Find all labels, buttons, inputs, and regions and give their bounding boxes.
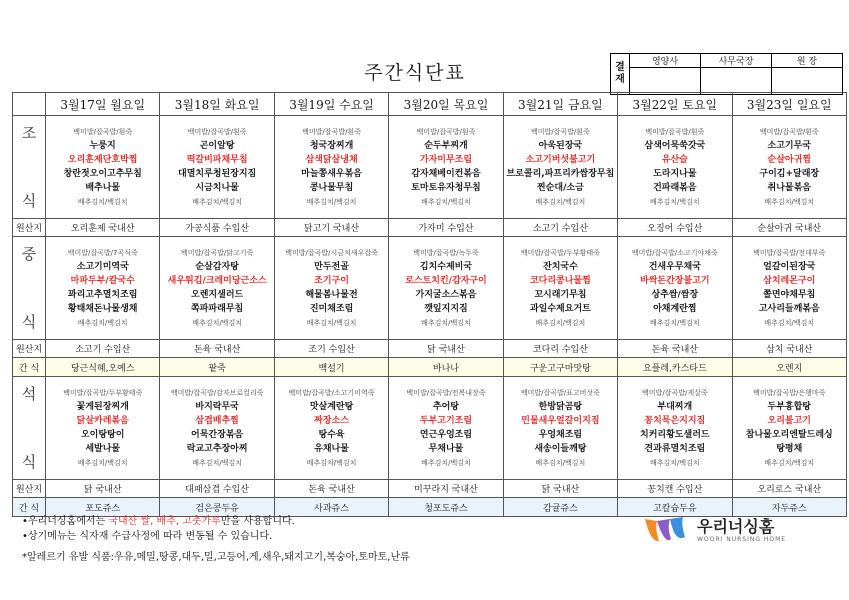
day-header: 3월19일 수요일 — [274, 93, 388, 116]
menu-item: 진미채조림 — [309, 304, 354, 314]
origin-cell: 닭고기 국내산 — [274, 219, 388, 237]
origin-row — [13, 340, 847, 358]
menu-item: 배추김치/백김치 — [306, 319, 357, 327]
brand-logo — [643, 515, 786, 545]
menu-item: 백미밥/잡곡밥/시금치새우잡죽 — [285, 249, 378, 257]
meal-cell — [389, 116, 503, 219]
corner-cell — [13, 93, 46, 116]
menu-item: 배추김치/백김치 — [77, 319, 128, 327]
logo-mark-icon — [643, 515, 687, 545]
snack-cell: 사과쥬스 — [274, 498, 388, 517]
meal-label: 중 식 — [13, 237, 46, 340]
menu-item: 닭살카레볶음 — [76, 416, 129, 426]
menu-item: 오렌지샐러드 — [191, 290, 244, 300]
note-ingredients: •우리너싱홈에서는 국내산 쌀, 배추, 고춧가루만을 사용합니다. — [22, 516, 295, 527]
origin-row — [13, 480, 847, 498]
meal-cell — [618, 377, 732, 480]
menu-item: 백미밥/잡곡밥/은행마죽 — [753, 389, 826, 397]
day-header: 3월17일 월요일 — [46, 93, 160, 116]
brand-subtitle: WOORI NURSING HOME — [697, 535, 787, 543]
snack-cell: 포도쥬스 — [46, 498, 160, 517]
menu-item: 백미밥/잡곡밥/표고버섯죽 — [520, 389, 600, 397]
meal-row — [13, 377, 847, 480]
menu-item: 백미밥/잡곡밥/닭고기죽 — [180, 249, 254, 257]
menu-item: 배추김치/백김치 — [649, 319, 700, 327]
menu-item: 아채계란찜 — [653, 304, 697, 314]
snack-label: 간 식 — [13, 358, 46, 377]
snack-cell: 고칼슘두유 — [618, 498, 732, 517]
approval-sign-box — [701, 68, 772, 95]
origin-cell: 대패삼겹 수입산 — [160, 480, 274, 498]
menu-item: 오이탕탕이 — [80, 430, 125, 440]
origin-cell: 조기 수입산 — [274, 340, 388, 358]
menu-item: 짜장소스 — [314, 416, 349, 426]
meal-cell — [46, 116, 160, 219]
approval-col-dietitian: 영양사 — [630, 54, 701, 68]
snack-cell: 바나나 — [389, 358, 503, 377]
menu-item: 새송이들깨탕 — [534, 444, 587, 454]
origin-cell: 오징어 수입산 — [618, 219, 732, 237]
meal-row — [13, 116, 847, 219]
menu-item: 건새우무채국 — [648, 262, 701, 272]
meal-cell — [160, 237, 274, 340]
notes — [22, 514, 410, 565]
approval-col-director: 원 장 — [772, 54, 843, 68]
menu-item: 잔치국수 — [543, 262, 578, 272]
menu-item: 백미밥/잡곡밥/소고기야채죽 — [631, 249, 718, 257]
snack-cell: 오렌지 — [732, 358, 846, 377]
meal-cell — [618, 116, 732, 219]
origin-cell: 소고기 수입산 — [503, 219, 617, 237]
menu-item: 브로콜리,파프리카쌈장무침 — [506, 169, 615, 179]
menu-item: 과일수제요거트 — [529, 304, 591, 314]
menu-item: 배추김치/백김치 — [421, 319, 471, 327]
origin-cell: 닭 국내산 — [46, 480, 160, 498]
menu-item: 배추김치/백김치 — [421, 459, 471, 467]
meal-cell — [503, 116, 617, 219]
meal-cell — [732, 116, 846, 219]
menu-item: 연근우엉조림 — [419, 430, 473, 440]
menu-item: 코다리콩나물찜 — [529, 276, 591, 286]
menu-item: 대멸치루청된장지짐 — [178, 169, 257, 179]
menu-item: 탕수육 — [318, 430, 345, 440]
menu-item: 청국장찌개 — [309, 141, 354, 151]
menu-item: 삼색어묵쑥갓국 — [644, 141, 706, 151]
origin-label: 원산지 — [13, 480, 46, 498]
menu-item: 치커리황도샐러드 — [640, 430, 710, 440]
menu-item: 민물새우얼갈이지짐 — [521, 416, 600, 426]
menu-item: 백미밥/잡곡밥/두부황태죽 — [63, 389, 143, 397]
approval-sign-box — [630, 68, 701, 95]
snack-cell: 구운고구마맛탕 — [503, 358, 617, 377]
meal-cell — [503, 237, 617, 340]
snack-cell: 검은콩두유 — [160, 498, 274, 517]
menu-item: 소고기버섯불고기 — [525, 155, 596, 165]
menu-item: 백미밥/잡곡밥/전복내장죽 — [406, 389, 486, 397]
meal-cell — [503, 377, 617, 480]
note-change: •상기메뉴는 식자재 수급사정에 따라 변동될 수 있습니다. — [22, 531, 273, 542]
menu-item: 누룽지 — [89, 141, 116, 151]
menu-item: 배추김치/백김치 — [764, 459, 815, 467]
menu-item: 배추김치/백김치 — [77, 198, 128, 206]
menu-item: 한방닭곰탕 — [538, 402, 583, 412]
meal-cell — [389, 377, 503, 480]
menu-item: 시금치나물 — [195, 183, 239, 193]
menu-item: 백미밥/잡곡밥/두부황태죽 — [520, 249, 600, 257]
menu-item: 백미밥/잡곡밥/흰죽 — [645, 128, 705, 136]
menu-item: 백미밥/잡곡밥/게살죽 — [642, 389, 708, 397]
origin-cell: 가공식품 수입산 — [160, 219, 274, 237]
menu-item: 창란젓오이고추무침 — [63, 169, 142, 179]
origin-cell: 돈육 국내산 — [618, 340, 732, 358]
menu-item: 어묵간장볶음 — [191, 430, 244, 440]
meal-cell — [732, 237, 846, 340]
menu-item: 맛살계란탕 — [309, 402, 354, 412]
menu-item: 도라지나물 — [653, 169, 697, 179]
origin-cell: 돈육 국내산 — [160, 340, 274, 358]
menu-item: 배추김치/백김치 — [192, 319, 242, 327]
meal-cell — [618, 237, 732, 340]
menu-item: 락교고추장아찌 — [186, 444, 248, 454]
menu-item: 곤이알탕 — [199, 141, 235, 151]
menu-item: 배추김치/백김치 — [535, 459, 586, 467]
origin-cell: 순살아귀 국내산 — [732, 219, 846, 237]
menu-item: 순살아귀찜 — [767, 155, 811, 165]
menu-item: 추어탕 — [432, 402, 460, 412]
menu-item: 부대찌개 — [657, 402, 693, 412]
menu-item: 견과류멸치조림 — [644, 444, 706, 454]
menu-item: 소고기무국 — [767, 141, 811, 151]
origin-cell: 코다리 수입산 — [503, 340, 617, 358]
menu-item: 삼겹배추찜 — [195, 416, 239, 426]
day-header: 3월22일 토요일 — [618, 93, 732, 116]
note-highlight: 국내산 쌀, 배추, 고춧가루 — [108, 516, 221, 527]
menu-item: 바지락무국 — [195, 402, 239, 412]
menu-item: 백미밥/잡곡밥/소고기미역죽 — [288, 389, 375, 397]
meal-cell — [274, 237, 388, 340]
day-header: 3월23일 일요일 — [732, 93, 846, 116]
origin-label: 원산지 — [13, 340, 46, 358]
menu-item: 쫄면야채무침 — [763, 290, 816, 300]
menu-item: 백미밥/잡곡밥/7곡식죽 — [67, 249, 138, 257]
menu-item: 토마토유자청무침 — [411, 183, 481, 193]
menu-item: 얼갈이된장국 — [763, 262, 816, 272]
menu-item: 꽈리고추멸치조림 — [67, 290, 138, 300]
menu-item: 순두부찌개 — [424, 141, 468, 151]
approval-sign-box — [772, 68, 843, 95]
approval-col-manager: 사무국장 — [701, 54, 772, 68]
brand-name: 우리너싱홈 — [697, 516, 775, 536]
origin-cell: 오리훈제 국내산 — [46, 219, 160, 237]
origin-cell: 돈육 국내산 — [274, 480, 388, 498]
menu-item: 배추김치/백김치 — [649, 459, 700, 467]
day-header: 3월21일 금요일 — [503, 93, 617, 116]
menu-item: 건파래볶음 — [653, 183, 697, 193]
menu-item: 고사리들깨볶음 — [758, 304, 820, 314]
snack-cell: 자두쥬스 — [732, 498, 846, 517]
menu-item: 가자미무조림 — [419, 155, 473, 165]
menu-item: 감자채베이컨볶음 — [411, 169, 481, 179]
menu-item: 꽃게된장찌개 — [76, 402, 129, 412]
origin-cell: 삼치 국내산 — [732, 340, 846, 358]
menu-item: 배추김치/백김치 — [764, 198, 815, 206]
menu-item: 삼색닭살냉채 — [305, 155, 358, 165]
meal-cell — [160, 377, 274, 480]
day-header: 3월18일 화요일 — [160, 93, 274, 116]
menu-item: 소고기미역국 — [76, 262, 129, 272]
menu-item: 마파두부/칼국수 — [70, 276, 135, 286]
menu-item: 두부고기조림 — [419, 416, 473, 426]
snack-row — [13, 358, 847, 377]
menu-item: 배추김치/백김치 — [192, 198, 242, 206]
menu-item: 로스트치킨/감자구이 — [405, 276, 487, 286]
menu-item: 마늘쫑새우볶음 — [301, 169, 362, 179]
menu-item: 바싹돈간장불고기 — [640, 276, 710, 286]
meal-cell — [389, 237, 503, 340]
menu-item: 오리훈제단호박찜 — [67, 155, 138, 165]
menu-item: 콩나물무침 — [309, 183, 354, 193]
origin-label: 원산지 — [13, 219, 46, 237]
snack-cell: 백설기 — [274, 358, 388, 377]
menu-item: 꽁치묵은지지짐 — [644, 416, 706, 426]
origin-cell: 가자미 수입산 — [389, 219, 503, 237]
menu-item: 구이김+달래장 — [759, 169, 820, 179]
snack-cell: 청포도쥬스 — [389, 498, 503, 517]
meal-cell — [732, 377, 846, 480]
snack-label: 간 식 — [13, 498, 46, 517]
menu-item: 깻잎지지짐 — [424, 304, 468, 314]
menu-item: 찐순대/소금 — [537, 183, 584, 193]
day-header-row — [13, 93, 847, 116]
menu-item: 백미밥/잡곡밥/흰죽 — [187, 128, 247, 136]
menu-item: 무채나물 — [428, 444, 464, 454]
meal-cell — [274, 116, 388, 219]
meal-cell — [274, 377, 388, 480]
note-allergy: *알레르기 유발 식품:우유,메밀,땅콩,대두,밀,고등어,게,새우,돼지고기,복숭아,토마토,난류 — [22, 552, 410, 563]
menu-item: 배추김치/백김치 — [192, 459, 242, 467]
meal-cell — [160, 116, 274, 219]
meal-label: 석 식 — [13, 377, 46, 480]
origin-cell: 꽁치캔 수입산 — [618, 480, 732, 498]
menu-item: 배추김치/백김치 — [77, 459, 128, 467]
menu-item: 오리불고기 — [767, 416, 811, 426]
menu-item: 백미밥/잡곡밥/감자브로컬리죽 — [170, 389, 264, 397]
snack-cell: 팥죽 — [160, 358, 274, 377]
menu-item: 상추쌈/쌈장 — [651, 290, 699, 300]
menu-item: 김치수제비국 — [419, 262, 473, 272]
approval-box — [610, 53, 843, 95]
menu-item: 백미밥/잡곡밥/녹두죽 — [413, 249, 479, 257]
menu-item: 만두전골 — [314, 262, 349, 272]
menu-item: 순살감자탕 — [195, 262, 239, 272]
menu-item: 삼치레몬구이 — [763, 276, 816, 286]
menu-item: 배추김치/백김치 — [306, 459, 357, 467]
menu-item: 취나물볶음 — [767, 183, 811, 193]
menu-item: 황태채돈나물생채 — [67, 304, 138, 314]
menu-item: 가지굴소스볶음 — [415, 290, 477, 300]
menu-item: 해물봄나물전 — [305, 290, 358, 300]
menu-item: 조기구이 — [314, 276, 349, 286]
menu-item: 탕평채 — [776, 444, 803, 454]
menu-item: 떡갈비파채무침 — [186, 155, 248, 165]
day-header: 3월20일 목요일 — [389, 93, 503, 116]
menu-item: 새우튀김/크레미당근소스 — [167, 276, 267, 286]
origin-cell: 닭 국내산 — [389, 340, 503, 358]
menu-item: 백미밥/잡곡밥/흰죽 — [530, 128, 590, 136]
origin-cell: 닭 국내산 — [503, 480, 617, 498]
menu-item: 유채나물 — [314, 444, 349, 454]
menu-item: 배추김치/백김치 — [535, 319, 586, 327]
menu-item: 세발나물 — [85, 444, 121, 454]
menu-item: 참나물오리엔탈드레싱 — [745, 430, 833, 440]
origin-row — [13, 219, 847, 237]
page-title: 주간식단표 — [364, 62, 466, 84]
origin-cell: 소고기 수입산 — [46, 340, 160, 358]
snack-cell: 요플레,카스타드 — [618, 358, 732, 377]
menu-item: 우엉채조림 — [538, 430, 583, 440]
meal-label: 조 식 — [13, 116, 46, 219]
menu-item: 배추김치/백김치 — [306, 198, 357, 206]
origin-cell: 오리로스 국내산 — [732, 480, 846, 498]
origin-cell: 미꾸라지 국내산 — [389, 480, 503, 498]
menu-item: 두부홍합탕 — [767, 402, 811, 412]
menu-item: 배추김치/백김치 — [764, 319, 815, 327]
menu-item: 백미밥/잡곡밥/흰죽 — [73, 128, 133, 136]
snack-cell: 당근식혜,오예스 — [46, 358, 160, 377]
menu-item: 유산슬 — [661, 155, 688, 165]
menu-item: 백미밥/잡곡밥/전대부죽 — [753, 249, 826, 257]
snack-cell: 감귤쥬스 — [503, 498, 617, 517]
menu-item: 배추나물 — [85, 183, 121, 193]
menu-item: 배추김치/백김치 — [535, 198, 586, 206]
meal-cell — [46, 377, 160, 480]
approval-label: 결재 — [611, 54, 630, 95]
menu-item: 배추김치/백김치 — [421, 198, 471, 206]
weekly-menu-table — [12, 92, 847, 517]
menu-item: 배추김치/백김치 — [649, 198, 700, 206]
menu-item: 꼬시래기무침 — [534, 290, 587, 300]
menu-item: 아욱된장국 — [538, 141, 583, 151]
menu-item: 백미밥/잡곡밥/흰죽 — [759, 128, 819, 136]
menu-item: 백미밥/잡곡밥/흰죽 — [302, 128, 361, 136]
menu-item: 쪽파파래무침 — [191, 304, 244, 314]
meal-cell — [46, 237, 160, 340]
menu-item: 백미밥/잡곡밥/흰죽 — [416, 128, 476, 136]
meal-row — [13, 237, 847, 340]
